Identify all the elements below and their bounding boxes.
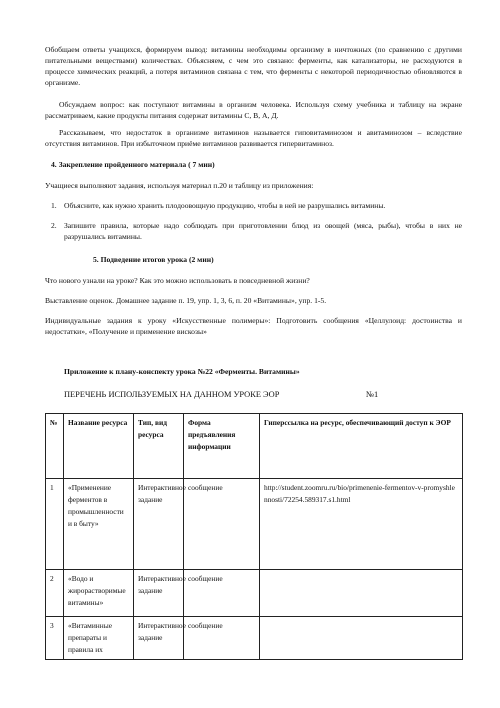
- eor-list-number: №1: [366, 390, 379, 399]
- summary-question: Что нового узнали на уроке? Как это можно использовать в повседневной жизни?: [45, 276, 310, 285]
- header-cell-form: Форма предъявления информации: [184, 414, 260, 479]
- eor-table: [45, 413, 463, 660]
- table-header-row: [46, 414, 463, 479]
- paragraph-hypovitaminosis: Рассказываем, что недостаток в организме витаминов называется гиповитаминозом и авитаминозом – вследствие отсутствия витаминов. При избыточном приёме витаминов развивается гипервитаминоз.: [45, 128, 462, 148]
- paragraph-conclusion: Обобщаем ответы учащихся, формируем вывод: витамины необходимы организму в ничтожных (по сравнению с другими питательными веществами) количествах. Объясняем, с чем это связано: ферменты, как катализаторы, не расходуются в процессе химических реакций, а потеря витаминов связана с тем, что ферменты с некоторой периодичностью обновляются в организме.: [45, 45, 462, 87]
- section-5-heading: 5. Подведение итогов урока (2 мин): [93, 255, 214, 264]
- table-cell: 2: [46, 570, 64, 617]
- table-cell: сообщение: [184, 570, 260, 617]
- table-row: [46, 617, 463, 660]
- table-cell: Интерактивное задание: [134, 570, 184, 617]
- table-cell: [260, 570, 463, 617]
- resource-link[interactable]: http://student.zoomru.ru/bio/primenenie-fermentov-v-promyshlennosti/72254.589317.s1.html: [260, 479, 463, 570]
- eor-list-title: ПЕРЕЧЕНЬ ИСПОЛЬЗУЕМЫХ НА ДАННОМ УРОКЕ ЭОР: [64, 390, 280, 399]
- header-cell-resource-type: Тип, вид ресурса: [134, 414, 184, 479]
- table-cell: 1: [46, 479, 64, 570]
- table-cell: сообщение: [184, 617, 260, 660]
- table-cell: 3: [46, 617, 64, 660]
- table-cell: сообщение: [184, 479, 260, 570]
- table-cell: Интерактивное задание: [134, 479, 184, 570]
- header-cell-hyperlink: Гиперссылка на ресурс, обеспечивающий доступ к ЭОР: [260, 414, 463, 479]
- individual-tasks: Индивидуальные задания к уроку «Искусственные полимеры»: Подготовить сообщения «Целлулоид: достоинства и недостатки», «Получение и применение вискозы»: [45, 316, 462, 336]
- header-cell-number: №: [46, 414, 64, 479]
- header-cell-resource-name: Название ресурса: [64, 414, 134, 479]
- list-item-number: 2.: [51, 221, 57, 230]
- appendix-title: Приложение к плану-конспекту урока №22 «Ферменты. Витамины»: [64, 367, 300, 376]
- paragraph-vitamin-intake: Обсуждаем вопрос: как поступают витамины в организм человека. Используя схему учебника и таблицу на экране рассматриваем, какие продукты питания содержат витамины С, В, А, Д.: [45, 100, 462, 120]
- table-cell: [260, 617, 463, 660]
- list-item-number: 1.: [51, 201, 57, 210]
- homework-text: Выставление оценок. Домашнее задание п. 19, упр. 1, 3, 6, п. 20 «Витамины», упр. 1-5.: [45, 296, 327, 305]
- task-intro: Учащиеся выполняют задания, используя материал п.20 и таблицу из приложения:: [45, 181, 314, 190]
- table-row: [46, 570, 463, 617]
- table-row: [46, 479, 463, 570]
- table-cell: «Водо и жирорастворимые витамины»: [64, 570, 134, 617]
- list-item: Объясните, как нужно хранить плодоовощную продукцию, чтобы в ней не разрушались витамины.: [64, 201, 386, 210]
- table-cell: «Витаминные препараты и правила их: [64, 617, 134, 660]
- section-4-heading: 4. Закрепление пройденного материала ( 7 мин): [51, 160, 215, 169]
- table-cell: «Применение ферментов в промышленности и в быту»: [64, 479, 134, 570]
- table-cell: Интерактивное задание: [134, 617, 184, 660]
- list-item: Запишите правила, которые надо соблюдать при приготовлении блюд из овощей (мяса, рыбы), чтобы в них не разрушались витамины.: [64, 221, 462, 241]
